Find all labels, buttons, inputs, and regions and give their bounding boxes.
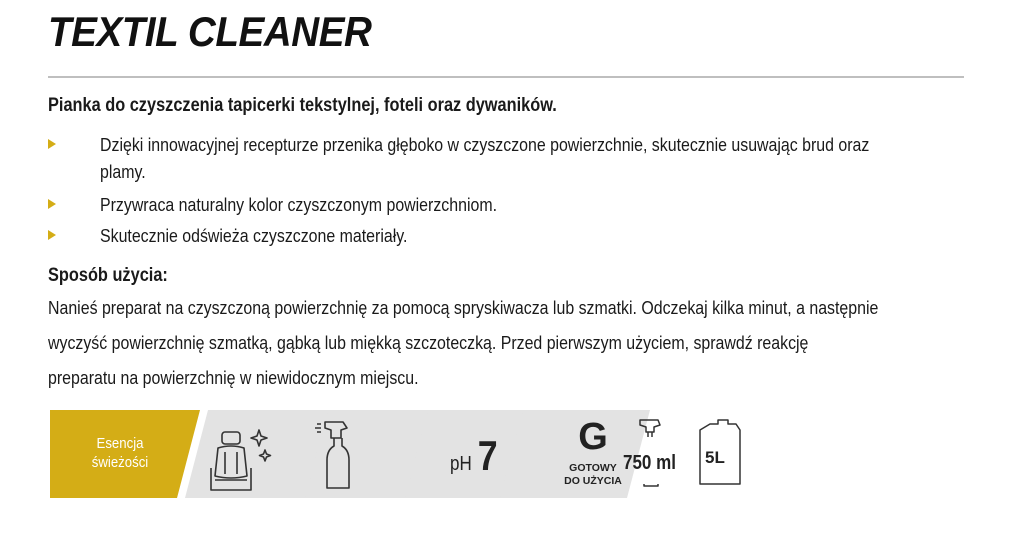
volume-5l-panel [692,410,752,498]
benefit-text: plamy. [100,161,146,182]
bullet-arrow-icon [48,230,56,240]
essence-label: Esencja świeżości [91,435,149,471]
product-icon-strip [50,410,950,498]
bullet-arrow-icon [48,199,56,209]
ph-value: pH 7 [450,432,498,479]
usage-text-line: Nanieś preparat na czyszczoną powierzchnię za pomocą spryskiwacza lub szmatki. Odczekaj kilka minut, a następnie [48,297,879,318]
title-divider [48,76,964,78]
usage-text-line: wyczyść powierzchnię szmatką, gąbką lub miękką szczoteczką. Przed pierwszym użyciem, sprawdź reakcję [48,332,809,353]
product-subtitle: Pianka do czyszczenia tapicerki tekstylnej, foteli oraz dywaników. [48,95,557,116]
volume-5l-label: 5L [705,448,725,467]
usage-text-line: preparatu na powierzchnię w niewidocznym miejscu. [48,367,419,388]
ready-letter: G [578,416,608,458]
essence-panel [50,410,200,498]
product-title: TEXTIL CLEANER [48,8,372,55]
ready-caption: GOTOWY DO UŻYCIA [564,462,622,487]
volume-750-panel [618,410,688,498]
benefit-text: Przywraca naturalny kolor czyszczonym powierzchniom. [100,194,497,215]
volume-750-label: 750 ml [623,452,676,474]
usage-heading: Sposób użycia: [48,265,168,286]
benefit-text: Skutecznie odświeża czyszczone materiały. [100,225,408,246]
benefit-text: Dzięki innowacyjnej recepturze przenika głęboko w czyszczone powierzchnie, skutecznie usuwając brud oraz [100,134,870,155]
bullet-arrow-icon [48,139,56,149]
